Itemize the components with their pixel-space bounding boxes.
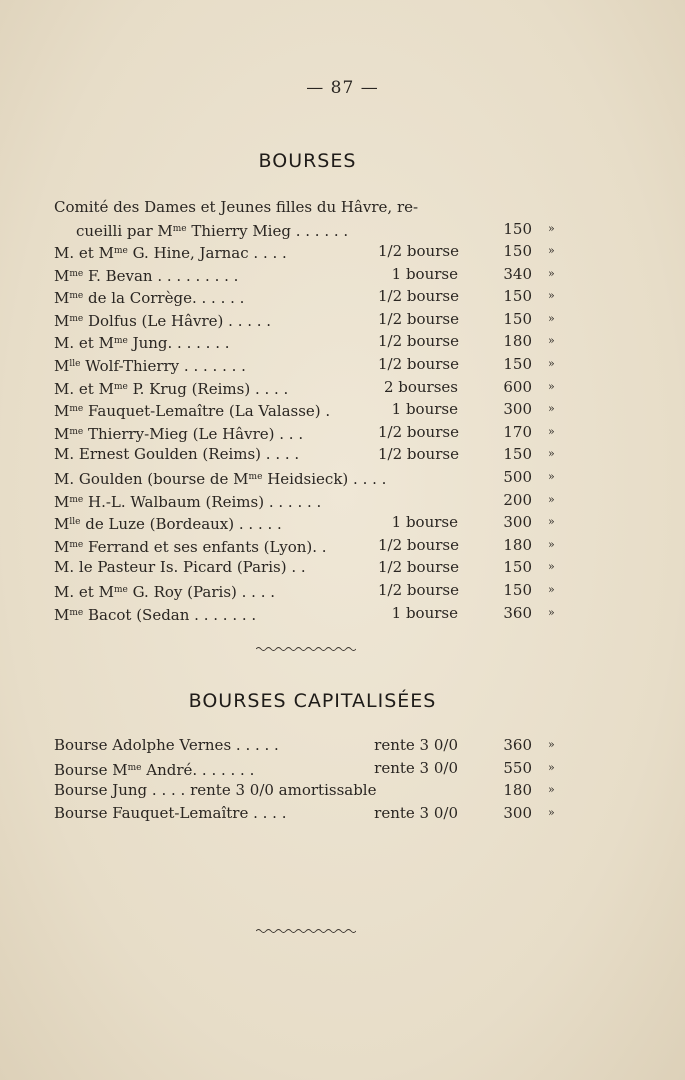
donor-name: M. le Pasteur Is. Picard (Paris) . . <box>54 558 306 577</box>
list-item <box>54 330 574 352</box>
list-item <box>54 285 574 307</box>
donor-name: $M^{me}$ F. Bevan . . . . . . . . . <box>54 266 239 285</box>
list-item <box>54 734 574 756</box>
donor-name: M. Goulden (bourse de $M^{me}$ Heidsieck) . . . . <box>54 470 387 488</box>
amount: 180 <box>503 332 532 351</box>
franc-mark: » <box>548 560 555 574</box>
franc-mark: » <box>548 424 555 438</box>
franc-mark: » <box>548 244 555 257</box>
amount: 150 <box>503 220 532 238</box>
list-item <box>54 443 574 465</box>
page-number: — 87 — <box>306 78 379 98</box>
section-title-bourses: BOURSES <box>258 150 357 172</box>
donor-name: $M^{me}$ Thierry-Mieg (Le Hâvre) . . . <box>54 424 304 443</box>
list-item <box>54 376 574 398</box>
wave-divider-icon <box>256 928 356 934</box>
list-item <box>54 489 574 511</box>
donor-name: $M^{me}$ Ferrand et ses enfants (Lyon). . <box>54 537 327 556</box>
amount: 150 <box>503 242 532 260</box>
donor-name: Bourse Adolphe Vernes . . . . . <box>54 736 279 754</box>
amount: 180 <box>503 781 532 800</box>
bourse-detail: 1 bourse <box>391 603 458 622</box>
intro-line-2 <box>54 218 574 240</box>
donor-name: $M^{me}$ Fauquet-Lemaître (La Valasse) . <box>54 402 331 421</box>
amount: 360 <box>503 603 532 622</box>
amount: 200 <box>503 490 532 509</box>
bourse-detail: 1/2 bourse <box>378 309 459 328</box>
intro-line-1 <box>54 196 574 218</box>
donor-name: M. et $M^{me}$ Jung. . . . . . . <box>54 334 230 353</box>
list-item <box>54 602 574 624</box>
list-item <box>54 579 574 601</box>
franc-mark: » <box>548 470 555 483</box>
amount: 150 <box>503 309 532 328</box>
list-item <box>54 398 574 420</box>
amount: 150 <box>503 287 532 306</box>
bourse-detail: 1/2 bourse <box>378 287 459 306</box>
donor-name: $M^{lle}$ Wolf-Thierry . . . . . . . <box>54 357 246 375</box>
franc-mark: » <box>548 583 555 596</box>
franc-mark: » <box>548 605 555 619</box>
list-item <box>54 757 574 779</box>
donor-name: $M^{lle}$ de Luze (Bordeaux) . . . . . <box>54 515 282 534</box>
franc-mark: » <box>548 357 555 370</box>
list-item <box>54 263 574 285</box>
bourse-detail: 1/2 bourse <box>378 535 459 554</box>
donor-name: M. et $M^{me}$ G. Hine, Jarnac . . . . <box>54 244 287 262</box>
list-item <box>54 353 574 375</box>
amount: 300 <box>503 803 532 822</box>
donor-name: M. et $M^{me}$ G. Roy (Paris) . . . . <box>54 583 276 601</box>
amount: 150 <box>503 558 532 577</box>
franc-mark: » <box>548 515 555 529</box>
amount: 300 <box>503 400 532 419</box>
amount: 600 <box>503 377 532 396</box>
amount: 340 <box>503 264 532 283</box>
bourse-detail: rente 3 0/0 <box>374 736 458 754</box>
bourse-detail: 1/2 bourse <box>378 332 459 351</box>
list-item <box>54 534 574 556</box>
wave-divider-icon <box>256 646 356 652</box>
bourse-detail: 1 bourse <box>391 264 458 283</box>
amount: 550 <box>503 758 532 777</box>
franc-mark: » <box>548 783 555 797</box>
donor-name: $M^{me}$ H.-L. Walbaum (Reims) . . . . . . <box>54 492 322 511</box>
franc-mark: » <box>548 334 555 348</box>
bourse-detail: 1 bourse <box>391 513 458 532</box>
intro-text: Comité des Dames et Jeunes filles du Hâvre, re- <box>54 198 419 216</box>
bourse-detail: 1 bourse <box>391 400 458 419</box>
amount: 170 <box>503 422 532 441</box>
franc-mark: » <box>548 447 555 461</box>
list-item <box>54 240 574 262</box>
amount: 360 <box>503 736 532 754</box>
intro-text: cueilli par $M^{me}$ Thierry Mieg . . . . . . <box>76 222 349 240</box>
donor-name: M. et $M^{me}$ P. Krug (Reims) . . . . <box>54 379 289 398</box>
section-title-capitalisees: BOURSES CAPITALISÉES <box>188 690 437 712</box>
donor-name: $M^{me}$ de la Corrège. . . . . . <box>54 289 245 308</box>
list-item <box>54 466 574 488</box>
bourse-detail: 1/2 bourse <box>378 581 459 599</box>
donor-name: Bourse $M^{me}$ André. . . . . . . <box>54 760 255 779</box>
donor-name: $M^{me}$ Bacot (Sedan . . . . . . . <box>54 605 257 624</box>
donor-name: M. Ernest Goulden (Reims) . . . . <box>54 445 300 464</box>
amount: 300 <box>503 513 532 532</box>
franc-mark: » <box>548 738 555 751</box>
list-item <box>54 308 574 330</box>
franc-mark: » <box>548 289 555 303</box>
amount: 150 <box>503 355 532 373</box>
franc-mark: » <box>548 222 555 235</box>
franc-mark: » <box>548 266 555 280</box>
amount: 180 <box>503 535 532 554</box>
amount: 500 <box>503 468 532 486</box>
donor-name: Bourse Jung . . . . rente 3 0/0 amortissable <box>54 781 377 800</box>
list-item <box>54 802 574 824</box>
bourse-detail: 1/2 bourse <box>378 558 459 577</box>
bourse-detail: rente 3 0/0 <box>374 803 458 822</box>
list-item <box>54 511 574 533</box>
franc-mark: » <box>548 311 555 325</box>
bourse-detail: 1/2 bourse <box>378 422 459 441</box>
donor-name: $M^{me}$ Dolfus (Le Hâvre) . . . . . <box>54 311 272 330</box>
bourse-detail: 1/2 bourse <box>378 242 459 260</box>
bourse-detail: 1/2 bourse <box>378 355 459 373</box>
list-item <box>54 779 574 801</box>
bourse-detail: 1/2 bourse <box>378 445 459 464</box>
bourse-detail: 2 bourses <box>383 377 458 396</box>
franc-mark: » <box>548 760 555 774</box>
amount: 150 <box>503 445 532 464</box>
bourse-detail: rente 3 0/0 <box>374 758 458 777</box>
franc-mark: » <box>548 379 555 393</box>
franc-mark: » <box>548 492 555 506</box>
franc-mark: » <box>548 402 555 416</box>
franc-mark: » <box>548 805 555 819</box>
list-item <box>54 421 574 443</box>
donor-name: Bourse Fauquet-Lemaître . . . . <box>54 803 287 822</box>
list-item <box>54 556 574 578</box>
amount: 150 <box>503 581 532 599</box>
franc-mark: » <box>548 537 555 551</box>
